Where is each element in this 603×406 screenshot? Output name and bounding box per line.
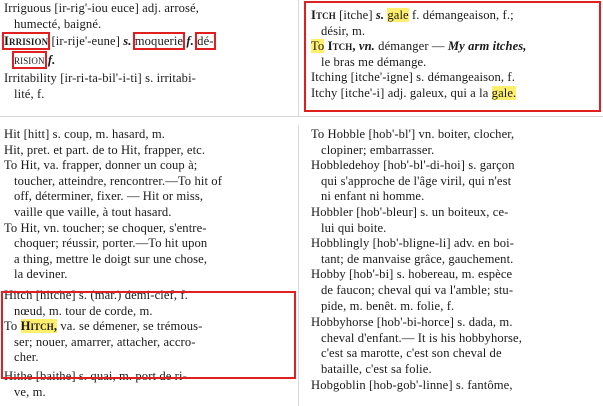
irrision-pron: [ir-rije'-eune] — [51, 34, 121, 49]
itch-pos: s. — [375, 8, 385, 22]
panel-hobble — [303, 126, 603, 406]
to-itch-pos: vn. — [358, 39, 375, 54]
irrision-gloss2-part1: dé- — [197, 34, 214, 49]
row-divider — [0, 116, 603, 125]
hit-line-4: toucher, atteindre, rencontrer.—To hit of — [14, 173, 222, 188]
entry-itching — [303, 70, 603, 86]
to-itch-headword: Itch, — [327, 39, 356, 54]
hob-line-12: pide, m. benêt. m. folie, f. — [321, 298, 455, 313]
hit-line-6: vaille que vaille, à tout hasard. — [14, 204, 172, 219]
entry-irriguous — [0, 0, 296, 32]
entry-itchy — [303, 86, 603, 102]
hobgoblin-line1: Hobgoblin [hob-gob'-linne] s. fantôme, — [311, 377, 513, 392]
entry-hobgoblin — [303, 378, 603, 394]
irrision-pos: s. — [123, 34, 132, 49]
entry-hithe — [0, 366, 296, 400]
hob-line-10: Hobby [hob'-bi] s. hobereau, m. espèce — [311, 267, 513, 282]
hobbyhorse-line4: bataille, c'est sa folie. — [321, 361, 432, 376]
hitch-line1: Hitch [hitche] s. (mar.) demi-clef, f. — [4, 287, 188, 302]
itch-pron: [itche] — [339, 8, 373, 22]
irrision-headword: Irrision — [4, 34, 49, 49]
hit-line-7: To Hit, vn. toucher; se choquer, s'entre- — [4, 220, 207, 235]
hobbyhorse-line1: Hobbyhorse [hob'-bi-horce] s. dada, m. — [311, 315, 513, 330]
to-itch-line2: le bras me démange. — [321, 54, 427, 69]
column-divider — [298, 0, 302, 406]
irrision-gloss: moquerie — [134, 34, 184, 49]
hob-line-8: Hobblingly [hob'-bligne-li] adv. en boi- — [311, 236, 515, 251]
panel-hit — [0, 126, 296, 406]
to-itch-gloss: démanger — — [378, 39, 445, 54]
panel-irrision — [0, 0, 296, 113]
hob-line-4: qui s'approche de l'âge viril, qui n'est — [321, 173, 512, 188]
hitch-headword: Hitch, — [20, 319, 58, 334]
irritability-line1: Irritability [ir-ri-ta-bil'-i-ti] s. irritabi- — [4, 71, 196, 86]
hit-line-8: choquer; réussir, porter.—To hit upon — [14, 236, 208, 251]
irrision-gender: f. — [186, 34, 194, 49]
itching-text: Itching [itche'-igne] s. démangeaison, f. — [311, 70, 515, 85]
irritability-line2: lité, f. — [14, 86, 45, 101]
hob-line-1: To Hobble [hob'-bl'] vn. boiter, clocher, — [311, 127, 515, 141]
hit-line-5: off, déterminer, fixer. — Hit or miss, — [14, 189, 204, 204]
entry-hobble-block — [303, 126, 603, 314]
hob-line-3: Hobbledehoy [hob'-bl'-di-hoi] s. garçon — [311, 158, 515, 173]
itch-headword: Itch — [311, 8, 336, 22]
hob-line-2: clopiner; embarrasser. — [321, 142, 435, 157]
hitch-line4: ser; nouer, amarrer, attacher, accro- — [14, 334, 196, 349]
itchy-text: Itchy [itche'-i] adj. galeux, qui a la — [311, 85, 489, 100]
hit-line-3: To Hit, va. frapper, donner un coup à; — [4, 158, 198, 173]
entry-itch — [303, 0, 603, 39]
hobbyhorse-line3: c'est sa marotte, c'est son cheval de — [321, 346, 502, 361]
panel-itch — [303, 0, 603, 113]
irriguous-line2: humecté, baigné. — [14, 16, 102, 31]
hob-line-7: lui qui boite. — [321, 220, 387, 235]
hitch-to: To — [4, 319, 18, 334]
itch-line2: désir, m. — [321, 23, 366, 38]
hob-line-9: tant; de manvaise grâce, gauchement. — [321, 251, 514, 266]
hob-line-11: de faucon; cheval qui va l'amble; stu- — [321, 282, 514, 297]
entry-hit-block — [0, 126, 296, 283]
entry-irritability — [0, 70, 296, 102]
entry-irrision — [0, 33, 296, 68]
to-itch-example: My arm itches, — [447, 39, 527, 54]
itchy-gloss: gale. — [491, 85, 517, 100]
hit-line-9: a thing, mettre le doigt sur une chose, — [14, 251, 208, 266]
hob-line-5: ni enfant ni homme. — [321, 189, 425, 204]
entry-hitch — [0, 283, 296, 366]
irrision-gender2: f. — [47, 52, 56, 67]
hobbyhorse-line2: cheval d'enfant.— It is his hobbyhorse, — [321, 330, 522, 345]
itch-rest: f. démangeaison, f.; — [412, 8, 514, 22]
to-itch-to: To — [311, 39, 325, 54]
hit-line-10: la deviner. — [14, 267, 68, 282]
entry-to-itch — [303, 39, 603, 70]
hithe-line1: Hithe [baithe] s. quai, m. port de ri- — [4, 368, 187, 383]
irriguous-line1: Irriguous [ir-rig'-iou euce] adj. arrosé, — [4, 1, 199, 15]
hitch-line3-rest: va. se démener, se trémous- — [60, 319, 203, 334]
itch-gloss: gale — [387, 8, 409, 22]
hit-line-2: Hit, pret. et part. de to Hit, frapper, etc. — [4, 142, 206, 157]
hob-line-6: Hobbler [hob'-bleur] s. un boiteux, ce- — [311, 204, 509, 219]
irrision-gloss2-part2: rision — [14, 52, 45, 67]
hitch-line5: cher. — [14, 350, 39, 365]
entry-hobbyhorse — [303, 314, 603, 377]
hitch-line2: nœud, m. tour de corde, m. — [14, 303, 153, 318]
hithe-line2: ve, m. — [14, 384, 46, 399]
hit-line-1: Hit [hitt] s. coup, m. hasard, m. — [4, 127, 166, 141]
